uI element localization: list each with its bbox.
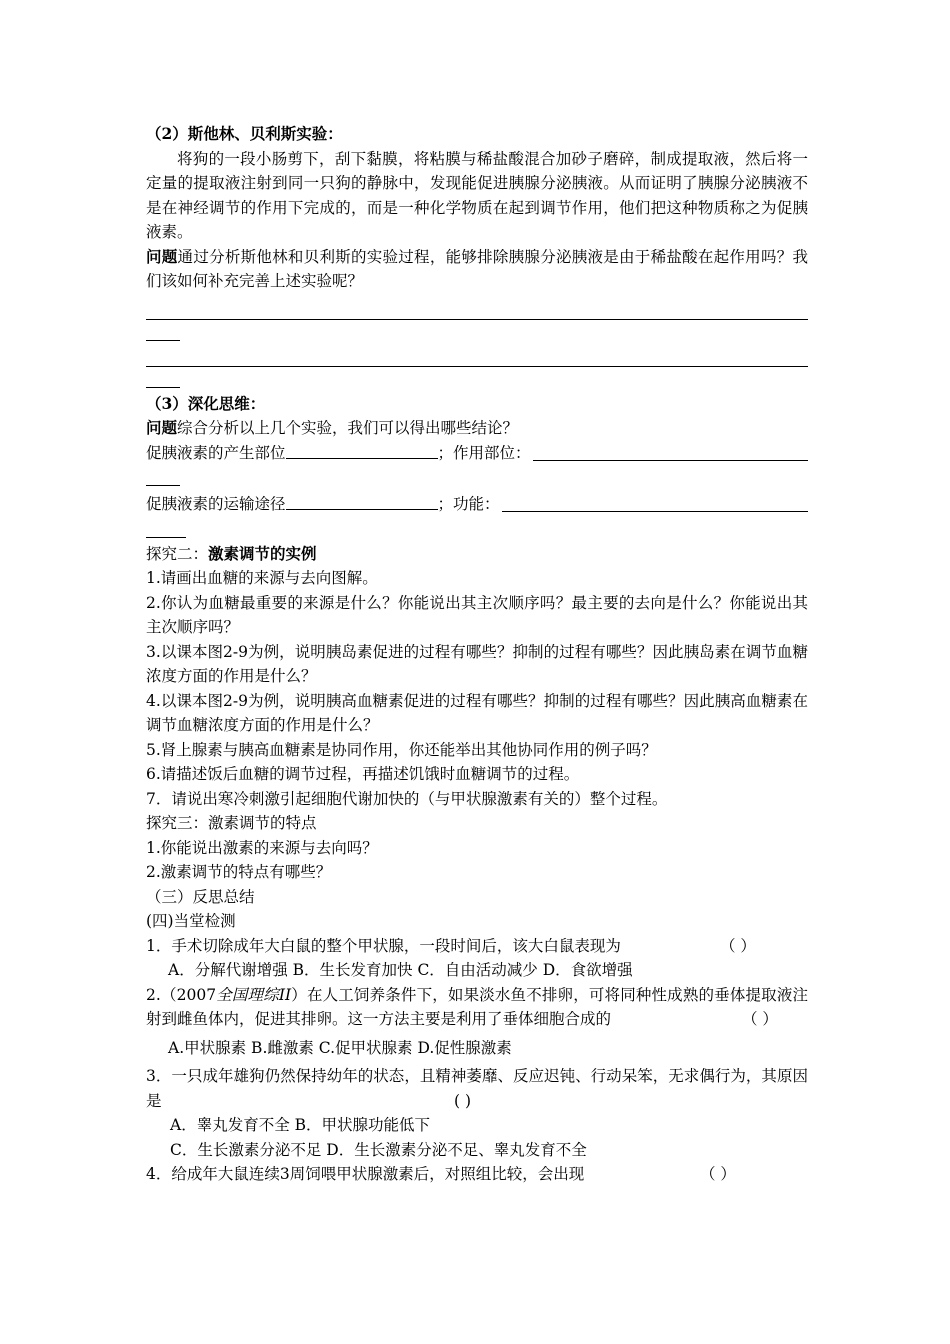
explore2-item: 4.以课本图2-9为例，说明胰高血糖素促进的过程有哪些？抑制的过程有哪些？因此胰高血糖素在调节血糖浓度方面的作用是什么？ [146, 691, 808, 734]
question-2 [146, 983, 808, 1032]
fill-blank[interactable] [502, 492, 808, 512]
explore3-item: 2.激素调节的特点有哪些？ [146, 863, 332, 881]
explore3-item: 1.你能说出激素的来源与去向吗？ [146, 838, 378, 857]
explore3-heading: 探究三：激素调节的特点 [146, 814, 317, 832]
q4-answer-paren[interactable]: （ ） [700, 1165, 736, 1183]
q3-stem: 3．一只成年雄狗仍然保持幼年的状态，且精神萎靡、反应迟钝、行动呆笨，无求偶行为，其原因是 [146, 1067, 808, 1110]
test-heading: (四)当堂检测 [146, 912, 236, 930]
fill-label: 促胰液素的产生部位 [146, 443, 286, 462]
answer-line-end [146, 367, 180, 388]
explore2-item: 1.请画出血糖的来源与去向图解。 [146, 569, 378, 587]
question-3 [146, 1064, 808, 1113]
question-1 [146, 934, 808, 959]
question-text: 通过分析斯他林和贝利斯的实验过程，能够排除胰腺分泌胰液是由于稀盐酸在起作用吗？我们该如何补充完善上述实验呢？ [146, 247, 808, 290]
q4-stem: 4．给成年大鼠连续3周饲喂甲状腺激素后，对照组比较，会出现 [146, 1165, 585, 1183]
answer-line-end [146, 517, 186, 538]
fill-blank[interactable] [533, 441, 808, 461]
section3-heading: （3）深化思维： [146, 393, 266, 413]
answer-line[interactable] [146, 296, 808, 320]
fill-row-transport [146, 492, 808, 517]
answer-line-end [146, 465, 180, 486]
fill-row-origin [146, 441, 808, 466]
explore2-item: 3.以课本图2-9为例，说明胰岛素促进的过程有哪些？抑制的过程有哪些？因此胰岛素在调节血糖浓度方面的作用是什么？ [146, 642, 808, 685]
question-text: 综合分析以上几个实验，我们可以得出哪些结论？ [177, 419, 519, 437]
section2-heading: （2）斯他林、贝利斯实验： [146, 124, 343, 143]
question-label: 问题 [146, 418, 178, 437]
q3-answer-paren[interactable]: ( ) [454, 1091, 472, 1110]
answer-line[interactable] [146, 343, 808, 367]
section3-question [146, 416, 808, 441]
section2-question [146, 245, 808, 294]
explore2-item: 5.肾上腺素与胰高血糖素是协同作用，你还能举出其他协同作用的例子吗？ [146, 740, 657, 759]
fill-label: 促胰液素的运输途径 [146, 495, 286, 513]
q3-options-cd: C．生长激素分泌不足 D．生长激素分泌不足、睾丸发育不全 [170, 1140, 587, 1159]
fill-mid-label: ；作用部位： [437, 443, 531, 462]
q2-num: 2.（2007 [146, 985, 217, 1004]
question-label: 问题 [146, 246, 178, 266]
explore2-prefix: 探究二： [146, 544, 209, 563]
q2-options: A.甲状腺素 B.雌激素 C.促甲状腺素 D.促性腺激素 [168, 1038, 512, 1057]
reflect-heading: （三）反思总结 [146, 887, 255, 906]
q3-options-ab: A．睾丸发育不全 B．甲状腺功能低下 [170, 1116, 431, 1134]
document-content [146, 122, 808, 1187]
question-4 [146, 1162, 808, 1187]
q1-answer-paren[interactable]: （ ） [720, 936, 756, 955]
fill-blank[interactable] [286, 441, 438, 459]
q2-source: 全国理综II [216, 985, 292, 1004]
q2-answer-paren[interactable]: （ ） [742, 1010, 778, 1028]
section2-paragraph: 将狗的一段小肠剪下，刮下黏膜，将粘膜与稀盐酸混合加砂子磨碎，制成提取液，然后将一定量的提取液注射到同一只狗的静脉中，发现能促进胰腺分泌胰液。从而证明了胰腺分泌胰液不是在神经调节的作用下完成的，而是一种化学物质在起到调节作用，他们把这种物质称之为促胰液素。 [146, 149, 808, 241]
explore2-item: 7．请说出寒冷刺激引起细胞代谢加快的（与甲状腺激素有关的）整个过程。 [146, 789, 668, 808]
q1-stem: 1．手术切除成年大白鼠的整个甲状腺，一段时间后，该大白鼠表现为 [146, 936, 621, 955]
fill-blank[interactable] [286, 492, 438, 510]
explore2-item: 2.你认为血糖最重要的来源是什么？你能说出其主次顺序吗？最主要的去向是什么？你能说出其主次顺序吗？ [146, 593, 808, 636]
q1-options: A．分解代谢增强 B．生长发育加快 C．自由活动减少 D．食欲增强 [168, 961, 633, 979]
explore2-heading [146, 542, 808, 567]
fill-mid-label: ；功能： [437, 495, 500, 513]
explore2-title: 激素调节的实例 [208, 543, 317, 563]
q2-stem: ）在人工饲养条件下，如果淡水鱼不排卵，可将同种性成熟的垂体提取液注射到雌鱼体内，促进其排卵。这一方法主要是利用了垂体细胞合成的 [146, 985, 808, 1028]
answer-line-end [146, 320, 180, 341]
explore2-item: 6.请描述饭后血糖的调节过程，再描述饥饿时血糖调节的过程。 [146, 765, 580, 783]
